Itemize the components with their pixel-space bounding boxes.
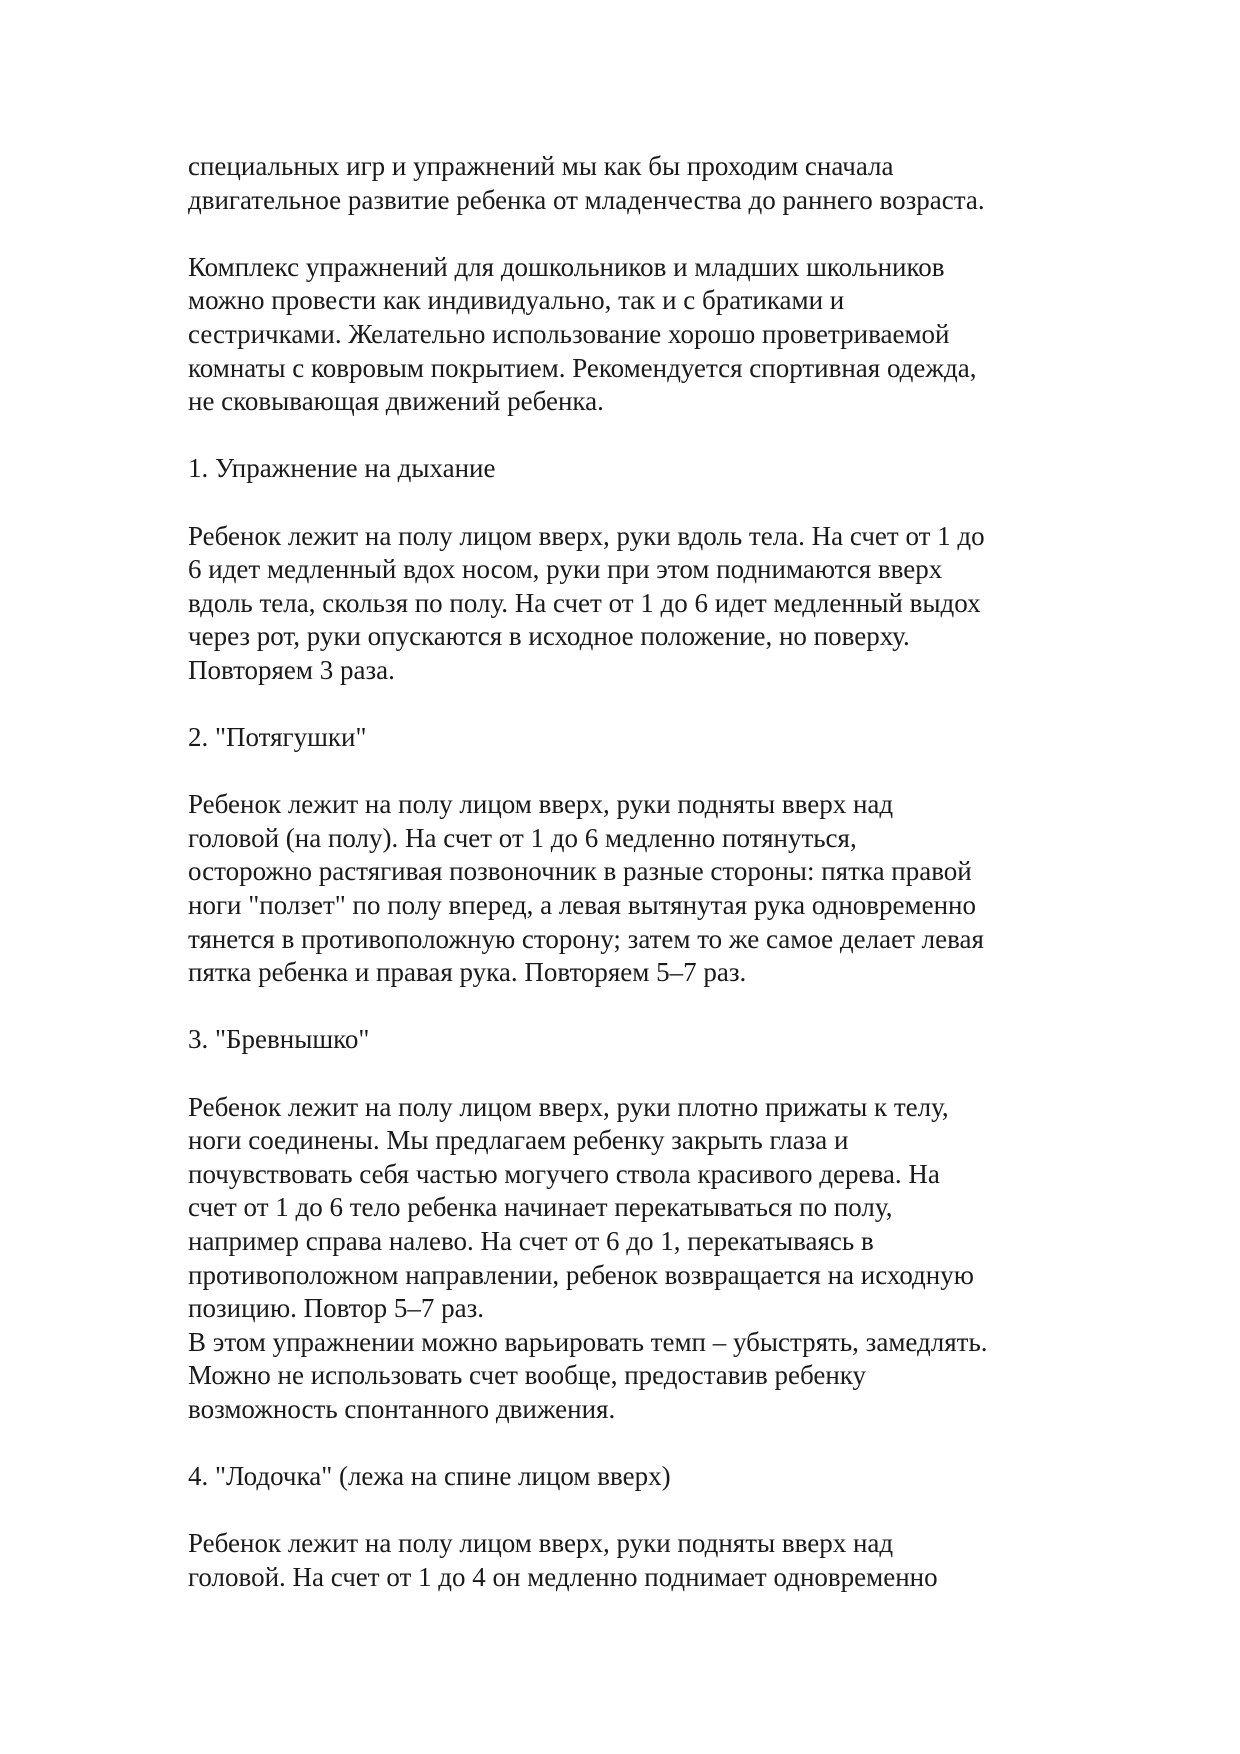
exercise-4-heading: 4. "Лодочка" (лежа на спине лицом вверх) [188,1461,671,1492]
text-line: можно провести как индивидуально, так и с братиками и [188,285,845,316]
text-line: ноги "ползет" по полу вперед, а левая вытянутая рука одновременно [188,890,977,921]
text-line: 6 идет медленный вдох носом, руки при этом поднимаются вверх [188,554,943,585]
text-line: почувствовать себя частью могучего ствола красивого дерева. На [188,1158,940,1189]
text-line: Ребенок лежит на полу лицом вверх, руки вдоль тела. На счет от 1 до [188,520,985,551]
text-line: головой (на полу). На счет от 1 до 6 медленно потянуться, [188,822,857,853]
text-line: Ребенок лежит на полу лицом вверх, руки плотно прижаты к телу, [188,1091,949,1122]
text-line: через рот, руки опускаются в исходное положение, но поверху. [188,621,910,652]
exercise-3-heading: 3. "Бревнышко" [188,1024,370,1055]
text-line: Комплекс упражнений для дошкольников и младших школьников [188,251,945,282]
text-line: Ребенок лежит на полу лицом вверх, руки подняты вверх над [188,1528,894,1559]
text-line: В этом упражнении можно варьировать темп – убыстрять, замедлять. [188,1326,988,1357]
text-line: Можно не использовать счет вообще, предоставив ребенку [188,1360,867,1391]
text-line: Повторяем 3 раза. [188,654,395,685]
text-line: осторожно растягивая позвоночник в разные стороны: пятка правой [188,856,972,887]
exercise-2-heading: 2. "Потягушки" [188,722,367,753]
text-line: специальных игр и упражнений мы как бы проходим сначала [188,151,894,181]
complex-paragraph [188,251,1088,419]
exercise-4-paragraph [188,1527,1088,1594]
text-line: возможность спонтанного движения. [188,1393,616,1424]
text-line: счет от 1 до 6 тело ребенка начинает перекатываться по полу, [188,1192,893,1223]
text-line: ноги соединены. Мы предлагаем ребенку закрыть глаза и [188,1125,849,1156]
text-line: пятка ребенка и правая рука. Повторяем 5–7 раз. [188,957,747,988]
text-line: Ребенок лежит на полу лицом вверх, руки подняты вверх над [188,789,894,820]
exercise-1-paragraph [188,520,1088,688]
text-line: вдоль тела, скользя по полу. На счет от 1 до 6 идет медленный выдох [188,587,981,618]
text-line: комнаты с ковровым покрытием. Рекомендуется спортивная одежда, [188,352,977,383]
text-line: головой. На счет от 1 до 4 он медленно поднимает одновременно [188,1561,938,1592]
text-line: не сковывающая движений ребенка. [188,386,604,417]
text-line: например справа налево. На счет от 6 до 1, перекатываясь в [188,1226,874,1256]
text-line: позицию. Повтор 5–7 раз. [188,1293,485,1324]
text-line: сестричками. Желательно использование хорошо проветриваемой [188,318,950,349]
document-body [188,150,1088,1595]
exercise-2-paragraph [188,788,1088,990]
text-line: тянется в противоположную сторону; затем то же самое делает левая [188,923,984,954]
text-line: двигательное развитие ребенка от младенчества до раннего возраста. [188,184,985,215]
text-line: противоположном направлении, ребенок возвращается на исходную [188,1259,974,1290]
exercise-3-paragraph [188,1091,1088,1427]
exercise-1-heading: 1. Упражнение на дыхание [188,453,496,484]
intro-paragraph [188,150,1088,217]
